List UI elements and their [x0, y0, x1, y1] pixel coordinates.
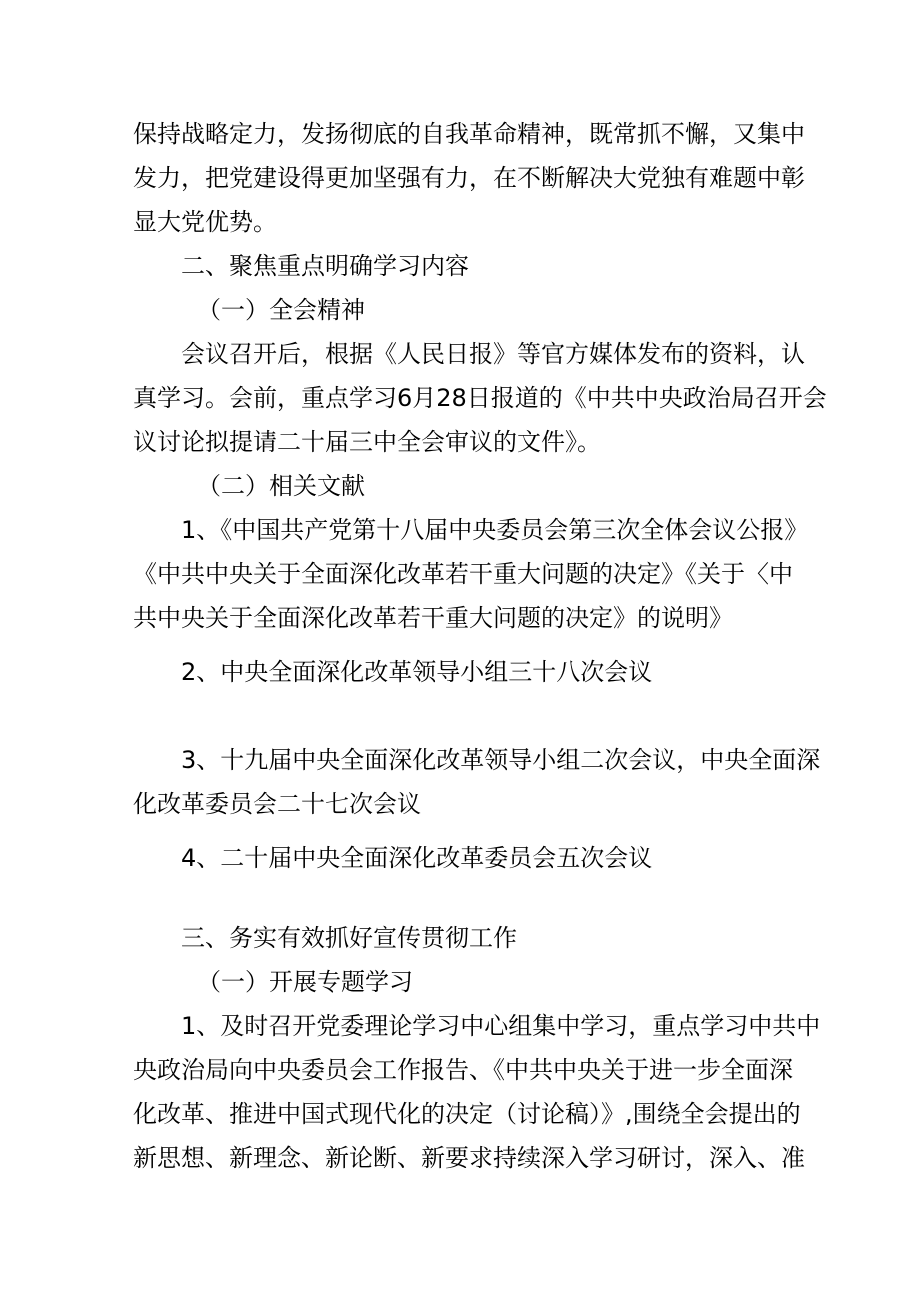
section-heading-3	[133, 916, 793, 960]
text-line: 发力，把党建设得更加坚强有力，在不断解决大党独有难题中彰	[133, 164, 805, 192]
text-line: 4、二十届中央全面深化改革委员会五次会议	[181, 844, 653, 872]
heading-line: （一）全会精神	[197, 296, 365, 324]
text-line: 1、《中国共产党第十八届中央委员会第三次全体会议公报》	[181, 516, 809, 544]
section-heading-2	[133, 244, 793, 288]
text-line: 保持战略定力，发扬彻底的自我革命精神，既常抓不懈，又集中	[133, 120, 805, 148]
subheading-special-study	[133, 960, 793, 1004]
subheading-plenary-spirit	[133, 288, 793, 332]
text-line: 化改革委员会二十七次会议	[133, 790, 421, 818]
heading-line: （二）相关文献	[197, 472, 365, 500]
text-line: 央政治局向中央委员会工作报告、《中共中央关于进一步全面深	[133, 1056, 793, 1084]
subheading-related-documents	[133, 464, 793, 508]
heading-line: 三、务实有效抓好宣传贯彻工作	[181, 924, 517, 952]
text-line: 3、十九届中央全面深化改革领导小组二次会议，中央全面深	[181, 746, 821, 774]
text-line: 新思想、新理念、新论断、新要求持续深入学习研讨，深入、准	[133, 1144, 805, 1172]
text-line: 显大党优势。	[133, 208, 277, 236]
text-line: 议讨论拟提请二十届三中全会审议的文件》。	[133, 428, 601, 456]
document-body	[133, 112, 827, 1180]
list-item-3	[133, 738, 821, 826]
paragraph-study	[133, 332, 827, 464]
text-line: 共中央关于全面深化改革若干重大问题的决定》的说明》	[133, 604, 733, 632]
text-line: 1、及时召开党委理论学习中心组集中学习，重点学习中共中	[181, 1012, 821, 1040]
text-line: 会议召开后，根据《人民日报》等官方媒体发布的资料，认	[181, 340, 805, 368]
list-item-4	[133, 836, 793, 880]
list-item-2	[133, 650, 793, 694]
text-line: 化改革、推进中国式现代化的决定（讨论稿）》,围绕全会提出的	[133, 1100, 801, 1128]
text-line: 2、中央全面深化改革领导小组三十八次会议	[181, 658, 653, 686]
paragraph-continuation	[133, 112, 805, 244]
text-line: 真学习。会前，重点学习6月28日报道的《中共中央政治局召开会	[133, 384, 827, 412]
blank-line	[133, 694, 793, 738]
heading-line: 二、聚焦重点明确学习内容	[181, 252, 469, 280]
paragraph-study-item-1	[133, 1004, 821, 1180]
blank-line	[133, 880, 793, 916]
text-line: 《中共中央关于全面深化改革若干重大问题的决定》《关于〈中	[133, 560, 793, 588]
list-item-1	[133, 508, 809, 640]
heading-line: （一）开展专题学习	[197, 968, 413, 996]
